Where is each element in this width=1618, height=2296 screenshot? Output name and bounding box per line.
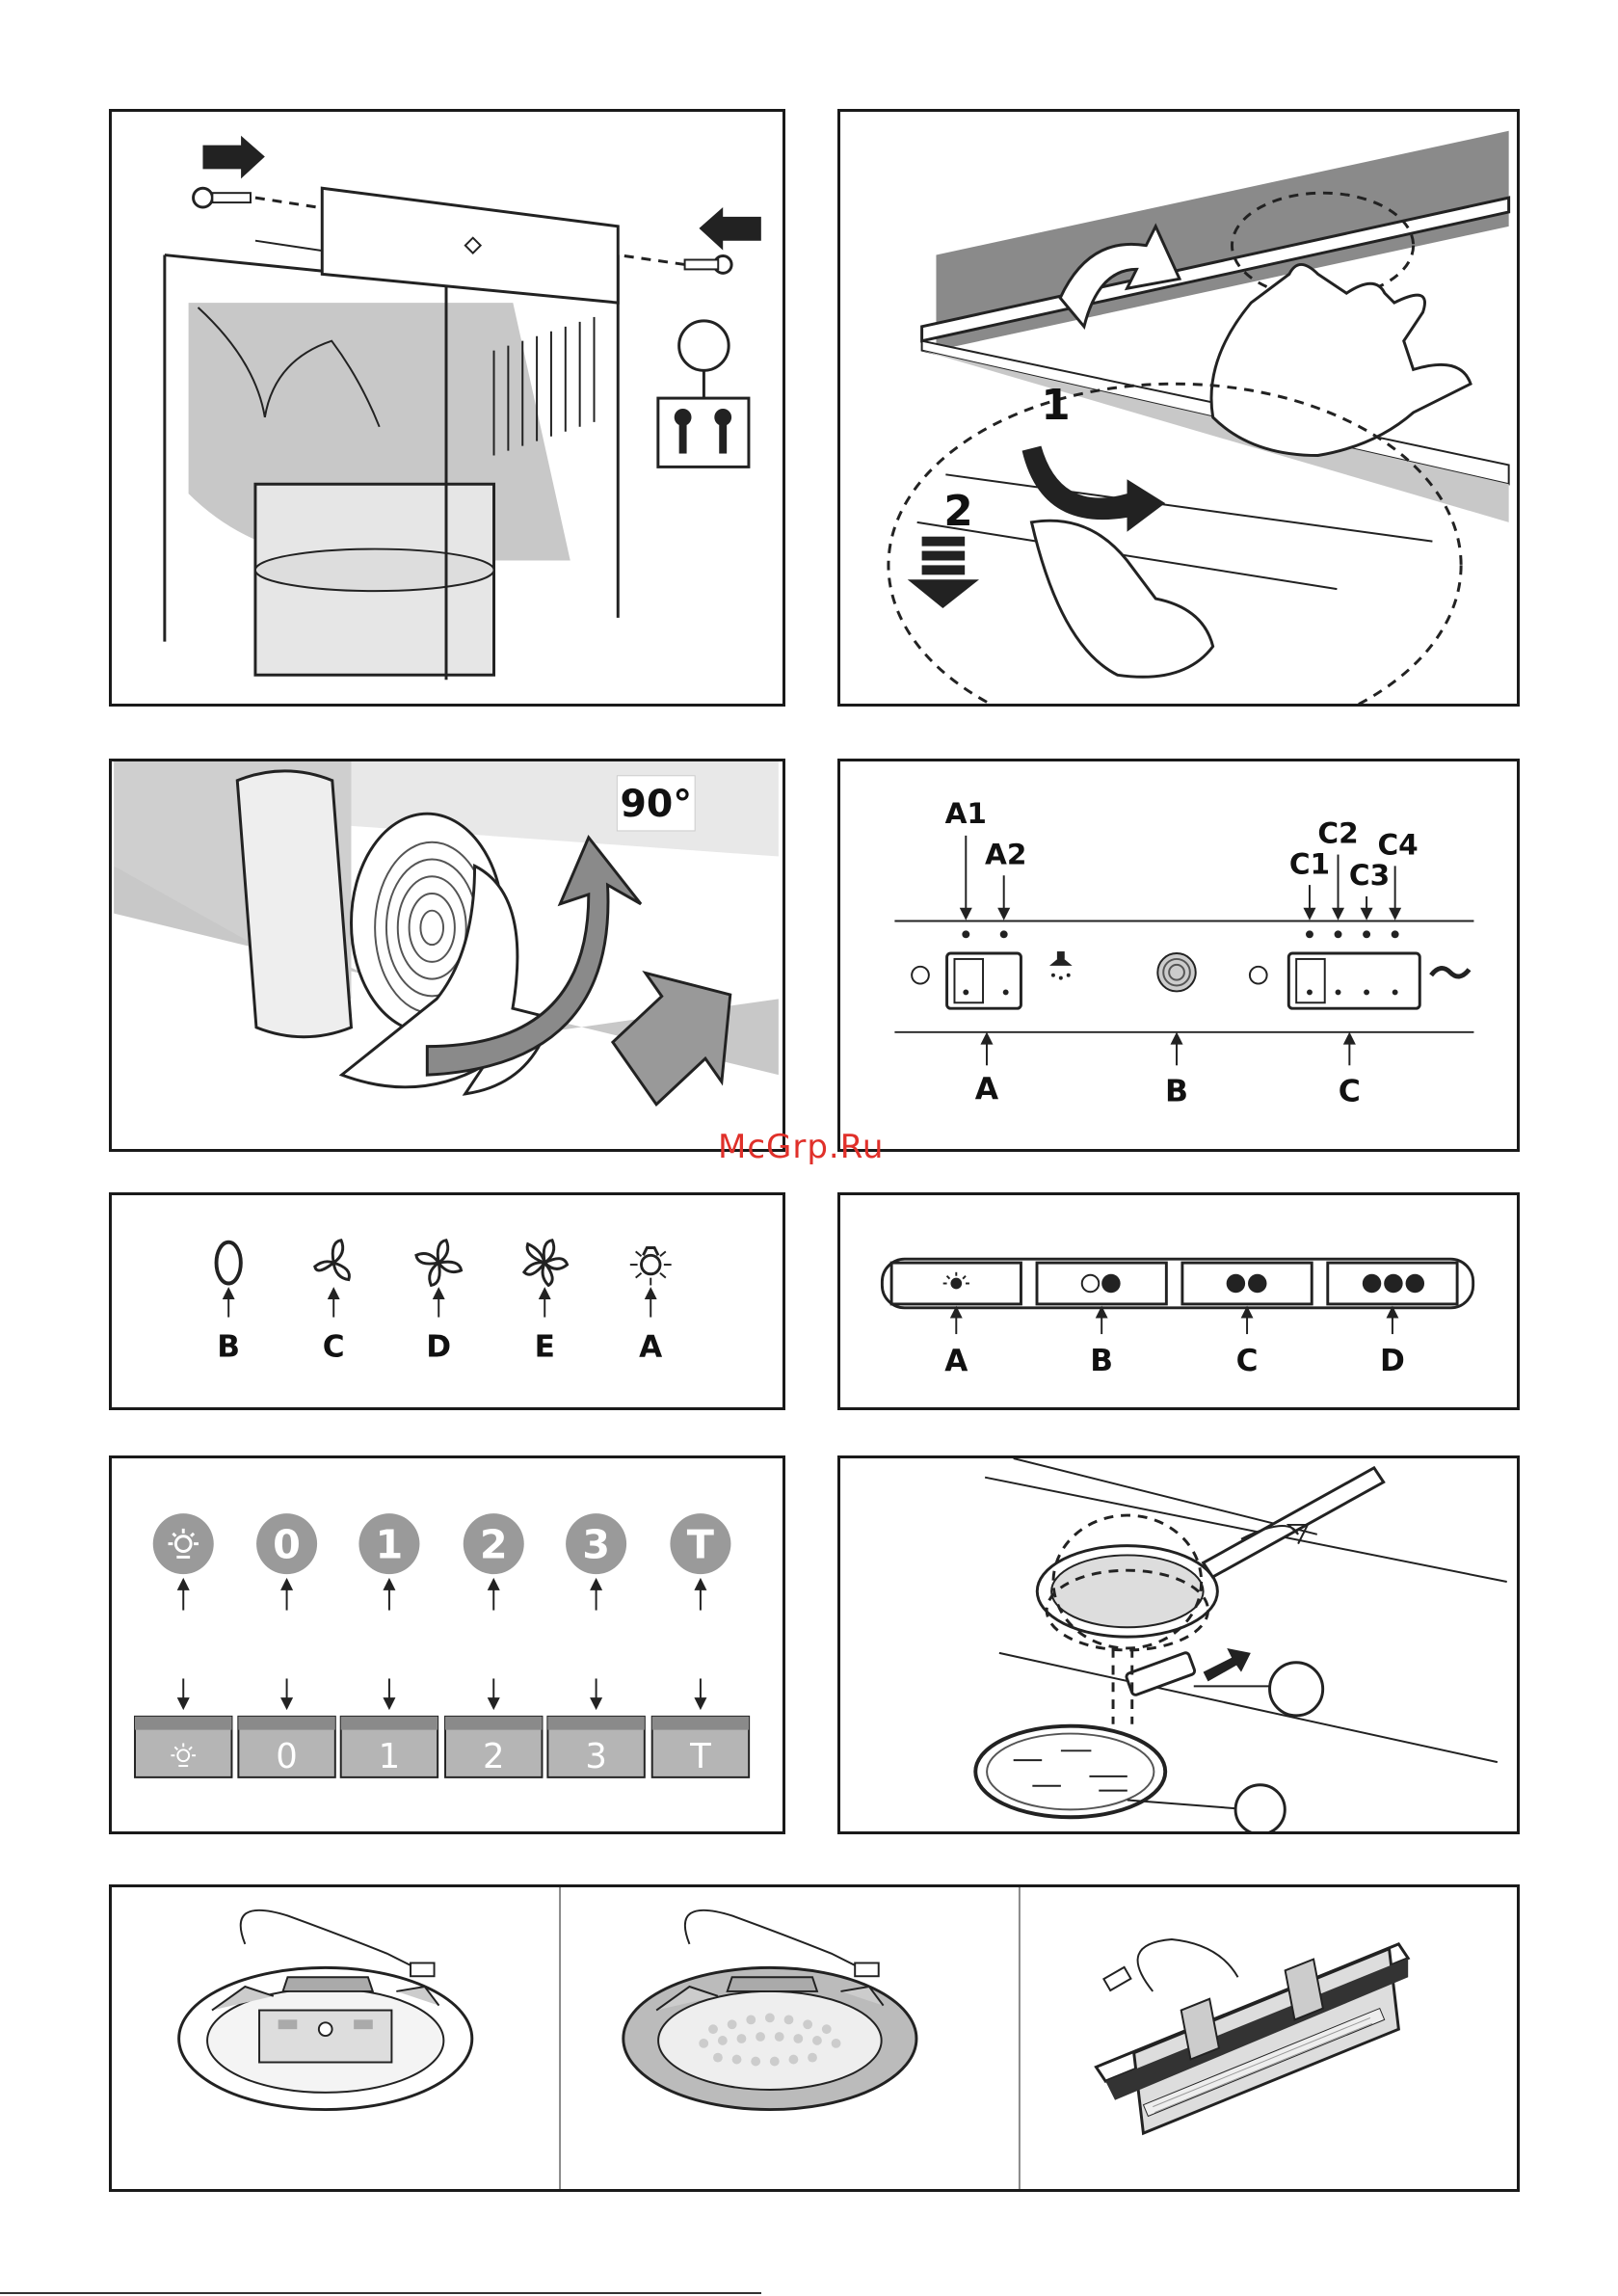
- button-c-speed2[interactable]: [1182, 1263, 1312, 1304]
- page-bottom-rule: [0, 2292, 761, 2294]
- flat-key-1-label: 1: [378, 1737, 401, 1777]
- flat-key-light[interactable]: [135, 1717, 231, 1777]
- right-screw: [618, 207, 761, 273]
- round-button-0-label: 0: [273, 1521, 301, 1568]
- panel-carbon-filter-rotation: [109, 759, 785, 1152]
- panel-push-buttons: [837, 1192, 1520, 1410]
- callout-circle: [679, 321, 729, 370]
- panel-lamp-types: [109, 1884, 1520, 2192]
- screwdriver: [1204, 1468, 1384, 1577]
- led-c: [1250, 967, 1267, 984]
- button-label-d: D: [1380, 1344, 1405, 1379]
- symbol-label-c: C: [322, 1329, 345, 1365]
- fan-speed2-icon: [416, 1241, 462, 1286]
- fan-speed1-icon: [315, 1241, 350, 1280]
- panel-touch-keys: [109, 1455, 785, 1834]
- round-button-3-label: 3: [582, 1521, 610, 1568]
- callout-circle-cover: [1235, 1785, 1285, 1831]
- fan-wave-icon: [1431, 968, 1469, 976]
- panel-control-switches: [837, 759, 1520, 1152]
- led-round-lamp: [623, 1910, 916, 2110]
- label-a: A: [974, 1071, 999, 1107]
- fan-speed3-icon: [524, 1241, 568, 1286]
- label-a1: A1: [944, 797, 988, 831]
- panel-lamp-replacement: [837, 1455, 1520, 1834]
- watermark: McGrp.Ru: [718, 1128, 885, 1166]
- button-label-c: C: [1235, 1344, 1259, 1379]
- angle-badge: 90°: [620, 782, 693, 827]
- zero-icon: [217, 1242, 241, 1284]
- label-c1: C1: [1288, 847, 1331, 881]
- symbol-label-b: B: [217, 1329, 241, 1365]
- panel-filter-removal: [837, 109, 1520, 707]
- label-c3: C3: [1348, 859, 1391, 893]
- label-c4: C4: [1377, 828, 1419, 862]
- rotation-illustration: [112, 761, 782, 1149]
- led-a: [912, 967, 929, 984]
- button-b-speed1[interactable]: [1037, 1263, 1166, 1304]
- button-d-speed3[interactable]: [1328, 1263, 1457, 1304]
- connector-arrow: [1204, 1648, 1251, 1681]
- led-strip-lamp: [1096, 1939, 1408, 2133]
- step1-arrow: [1022, 446, 1166, 532]
- panel-screw-mounting: [109, 109, 785, 707]
- label-c2: C2: [1317, 816, 1359, 850]
- left-screw: [194, 136, 318, 207]
- label-b: B: [1165, 1074, 1189, 1109]
- lamp-replacement-illustration: [840, 1458, 1517, 1831]
- button-label-a: A: [944, 1344, 968, 1379]
- screw-detail-box: [658, 398, 749, 467]
- screw-mounting-illustration: [112, 112, 782, 704]
- halogen-lamp: [179, 1910, 472, 2110]
- callout-circle-connector: [1270, 1663, 1323, 1716]
- symbols-illustration: [112, 1195, 782, 1407]
- light-icon: [1049, 951, 1073, 980]
- label-a2: A2: [984, 838, 1027, 871]
- round-button-t-label: T: [686, 1521, 715, 1568]
- button-label-b: B: [1090, 1344, 1114, 1379]
- button-a-light[interactable]: [891, 1263, 1021, 1304]
- flat-key-0-label: 0: [276, 1737, 298, 1777]
- symbol-label-e: E: [534, 1329, 555, 1365]
- symbol-label-d: D: [426, 1329, 452, 1365]
- round-button-1-label: 1: [375, 1521, 404, 1568]
- touch-keys-illustration: [112, 1458, 782, 1831]
- hand-top: [1211, 264, 1471, 455]
- push-buttons-illustration: [840, 1195, 1517, 1407]
- knob-b[interactable]: [1157, 953, 1195, 991]
- step1-label: 1: [1041, 381, 1071, 430]
- step2-arrow: [908, 537, 979, 608]
- step2-label: 2: [943, 487, 973, 536]
- round-button-light[interactable]: [153, 1513, 214, 1574]
- filter-removal-illustration: [840, 112, 1517, 704]
- panel-symbols: [109, 1192, 785, 1410]
- label-c: C: [1338, 1074, 1361, 1109]
- lamp-connector: [1126, 1652, 1196, 1696]
- glass-cover: [975, 1726, 1165, 1818]
- round-button-2-label: 2: [479, 1521, 508, 1568]
- flat-key-2-label: 2: [482, 1737, 505, 1777]
- light-bulb-icon: [630, 1248, 672, 1286]
- lamp-types-illustration: [112, 1887, 1517, 2189]
- mounting-plate: [322, 188, 618, 303]
- hand-magnified: [1031, 521, 1212, 677]
- control-panel-illustration: [840, 761, 1517, 1149]
- symbol-label-a: A: [639, 1329, 663, 1365]
- flat-key-3-label: 3: [585, 1737, 607, 1777]
- flat-key-t-label: T: [690, 1737, 711, 1777]
